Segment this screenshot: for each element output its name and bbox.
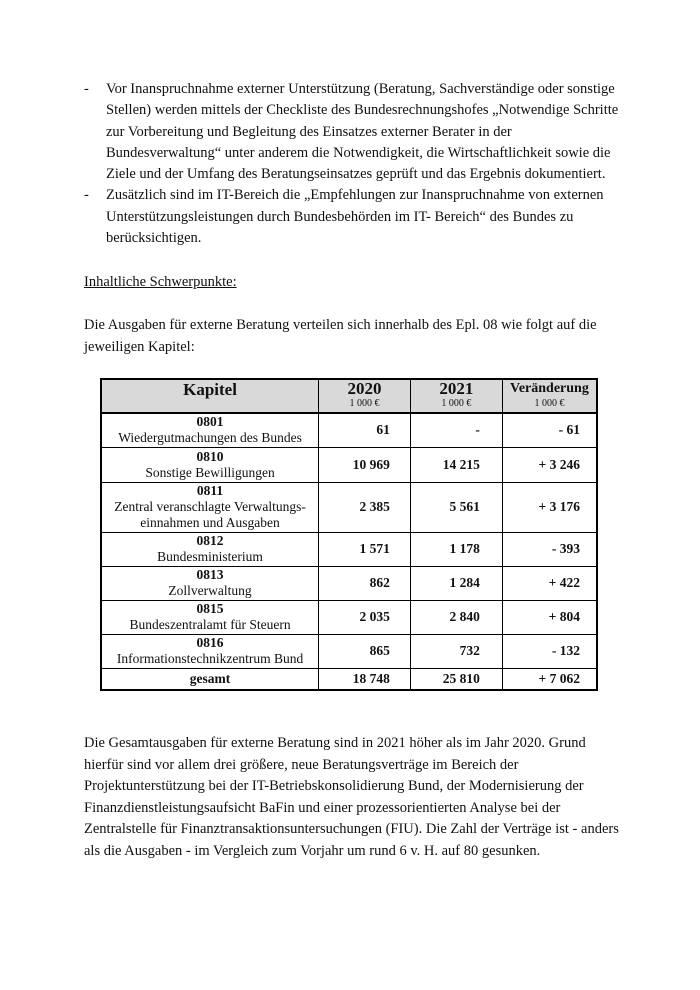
- value-2020: 2 035: [319, 600, 411, 634]
- header-unit: 1 000 €: [349, 398, 380, 409]
- total-label: gesamt: [101, 668, 319, 690]
- value-2021: 2 840: [410, 600, 502, 634]
- table-row: [101, 600, 597, 634]
- table-row: [101, 634, 597, 668]
- bullet-marker: -: [84, 81, 89, 97]
- value-change: - 61: [502, 413, 597, 447]
- table-row: [101, 482, 597, 532]
- closing-paragraph: Die Gesamtausgaben für externe Beratung sind in 2021 höher als im Jahr 2020. Grund hierfür sind vor allem drei größere, neue Beratungsverträge im Bereich der Projektunterstützung bei der IT-Betriebskonsolidierung Bund, der Modernisierung der Finanzdienstleistungsaufsicht BaFin und einer prozessorientierten Analyse bei der Zentralstelle für Finanztransaktionsuntersuchungen (FIU). Die Zahl der Verträge ist - anders als die Ausgaben - im Vergleich zum Vorjahr um rund 6 v. H. auf 80 gesunken.: [84, 735, 619, 859]
- chapter-name: Sonstige Bewilligungen: [145, 464, 275, 480]
- value-2021: 1 178: [410, 532, 502, 566]
- table-header-row: [101, 379, 597, 413]
- value-2020: 61: [319, 413, 411, 447]
- chapter-name: Wiedergutmachungen des Bundes: [118, 430, 302, 446]
- header-2020: [319, 379, 411, 413]
- bullet-item: [84, 185, 624, 249]
- chapter-cell: [101, 413, 319, 447]
- chapter-name: Zentral veranschlagte Verwaltungs-einnahmen und Ausgaben: [114, 499, 306, 530]
- bullet-list: [84, 79, 624, 249]
- bullet-text: Vor Inanspruchnahme externer Unterstützung (Beratung, Sachverständige oder sonstige Stellen) werden mittels der Checkliste des Bundesrechnungshofes „Notwendige Schritte zur Vorbereitung und Begleitung des Einsatzes externer Berater in der Bundesverwaltung“ unter anderem die Notwendigkeit, die Wirtschaftlichkeit sowie die Ziele und der Umfang des Beratungseinsatzes geprüft und das Ergebnis dokumentiert.: [106, 81, 619, 183]
- chapter-name: Zollverwaltung: [168, 583, 252, 598]
- value-2020: 865: [319, 634, 411, 668]
- table-row: [101, 413, 597, 447]
- value-2020: 862: [319, 566, 411, 600]
- table-row: [101, 447, 597, 482]
- chapter-name: Informationstechnikzentrum Bund: [116, 651, 304, 666]
- value-2020: 1 571: [319, 532, 411, 566]
- value-change: - 393: [502, 532, 597, 566]
- value-change: + 3 176: [502, 482, 597, 532]
- chapter-code: 0816: [196, 635, 224, 650]
- bullet-marker: -: [84, 187, 89, 204]
- bullet-text: Zusätzlich sind im IT-Bereich die „Empfehlungen zur Inanspruchnahme von externen Unterstützungsleistungen durch Bundesbehörden im IT- Bereich“ des Bundes zu berücksichtigen.: [106, 187, 604, 247]
- section-heading: Inhaltliche Schwerpunkte:: [84, 274, 237, 290]
- header-chapter: Kapitel: [101, 379, 319, 413]
- expenditure-table: [100, 378, 598, 691]
- chapter-code: 0815: [196, 601, 224, 616]
- chapter-cell: [101, 482, 319, 532]
- chapter-name: Bundeszentralamt für Steuern: [129, 617, 291, 632]
- header-2021-label: 2021: [439, 379, 474, 398]
- value-2021: 732: [410, 634, 502, 668]
- value-change: + 3 246: [502, 447, 597, 482]
- header-2020-label: 2020: [347, 379, 382, 398]
- header-change-label: Veränderung: [510, 381, 589, 396]
- total-change: + 7 062: [502, 668, 597, 690]
- table-row: [101, 532, 597, 566]
- header-unit: 1 000 €: [534, 398, 565, 409]
- chapter-cell: [101, 447, 319, 482]
- value-change: + 804: [502, 600, 597, 634]
- chapter-code: 0810: [196, 448, 224, 464]
- chapter-cell: [101, 634, 319, 668]
- value-change: - 132: [502, 634, 597, 668]
- value-change: + 422: [502, 566, 597, 600]
- intro-paragraph: Die Ausgaben für externe Beratung verteilen sich innerhalb des Epl. 08 wie folgt auf die jeweiligen Kapitel:: [84, 317, 597, 355]
- chapter-name: Bundesministerium: [157, 549, 263, 564]
- header-change: [502, 379, 597, 413]
- total-2020: 18 748: [319, 668, 411, 690]
- chapter-cell: [101, 532, 319, 566]
- total-2021: 25 810: [410, 668, 502, 690]
- chapter-code: 0812: [196, 533, 224, 548]
- chapter-code: 0811: [196, 483, 224, 498]
- header-2021: [410, 379, 502, 413]
- header-unit: 1 000 €: [441, 398, 472, 409]
- value-2020: 2 385: [319, 482, 411, 532]
- value-2021: 1 284: [410, 566, 502, 600]
- table-total-row: [101, 668, 597, 690]
- table-row: [101, 566, 597, 600]
- value-2021: 5 561: [410, 482, 502, 532]
- chapter-cell: [101, 600, 319, 634]
- value-2021: 14 215: [410, 447, 502, 482]
- value-2020: 10 969: [319, 447, 411, 482]
- chapter-code: 0801: [196, 414, 224, 430]
- chapter-cell: [101, 566, 319, 600]
- chapter-code: 0813: [196, 567, 224, 582]
- value-2021: -: [410, 413, 502, 447]
- bullet-item: [84, 79, 624, 185]
